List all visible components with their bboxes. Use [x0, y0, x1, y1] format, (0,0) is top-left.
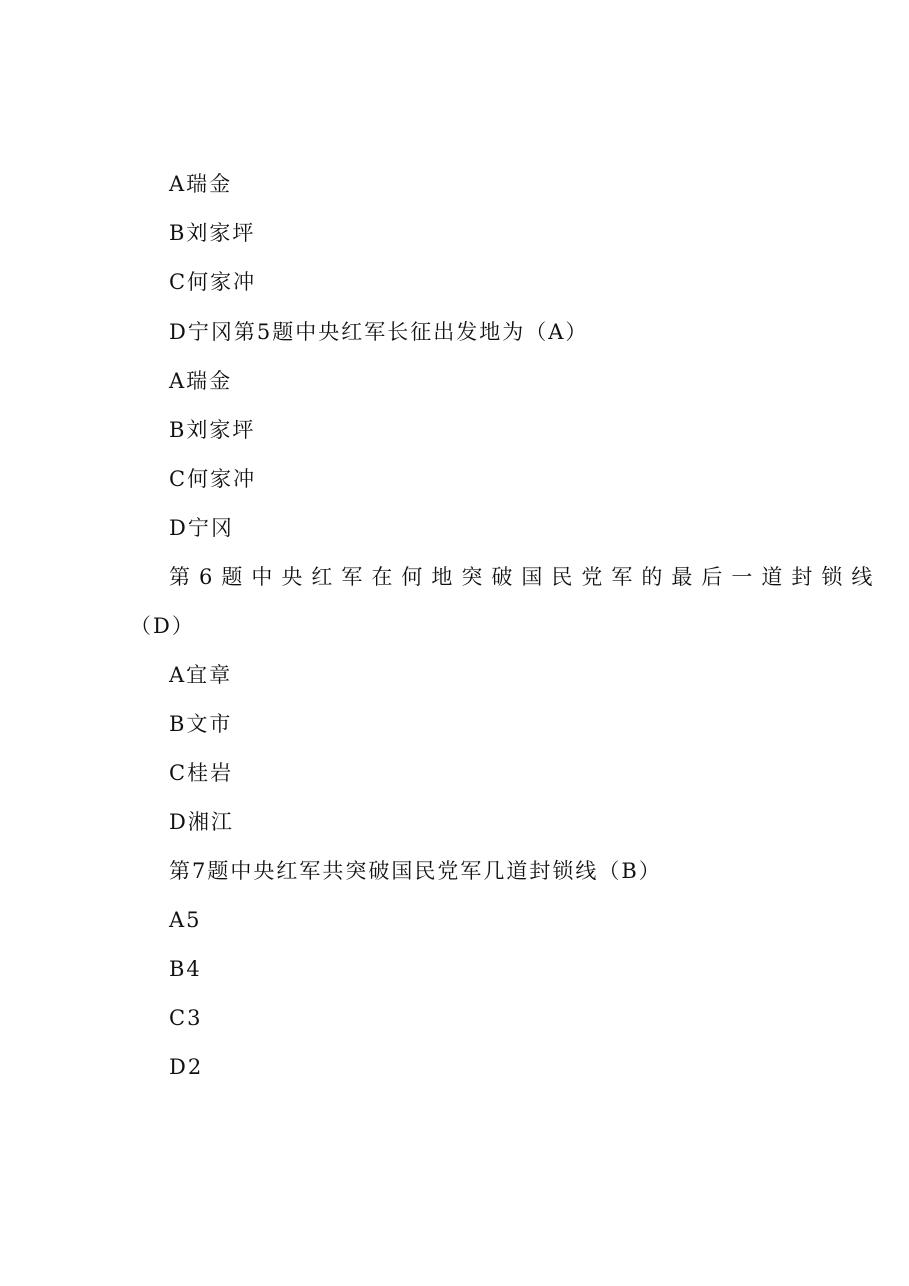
option-line: C桂岩: [169, 761, 234, 785]
question-line: 第6题中央红军在何地突破国民党军的最后一道封锁线: [169, 565, 882, 589]
option-line: B4: [169, 957, 202, 981]
question-line: 第7题中央红军共突破国民党军几道封锁线（B）: [169, 859, 662, 883]
option-line: D2: [169, 1055, 204, 1079]
option-line: C何家冲: [169, 467, 257, 491]
option-line: D宁冈: [169, 516, 234, 540]
question-answer-continuation: （D）: [130, 614, 195, 638]
option-line: A瑞金: [169, 172, 233, 196]
option-line: A宜章: [169, 663, 233, 687]
option-line: D湘江: [169, 810, 234, 834]
option-line: A瑞金: [169, 369, 233, 393]
option-line: B刘家坪: [169, 418, 256, 442]
option-line: C3: [169, 1006, 203, 1030]
option-line: C何家冲: [169, 270, 257, 294]
option-line: A5: [169, 908, 202, 932]
option-question-line: D宁冈第5题中央红军长征出发地为（A）: [169, 320, 589, 344]
option-line: B文市: [169, 712, 233, 736]
option-line: B刘家坪: [169, 221, 256, 245]
